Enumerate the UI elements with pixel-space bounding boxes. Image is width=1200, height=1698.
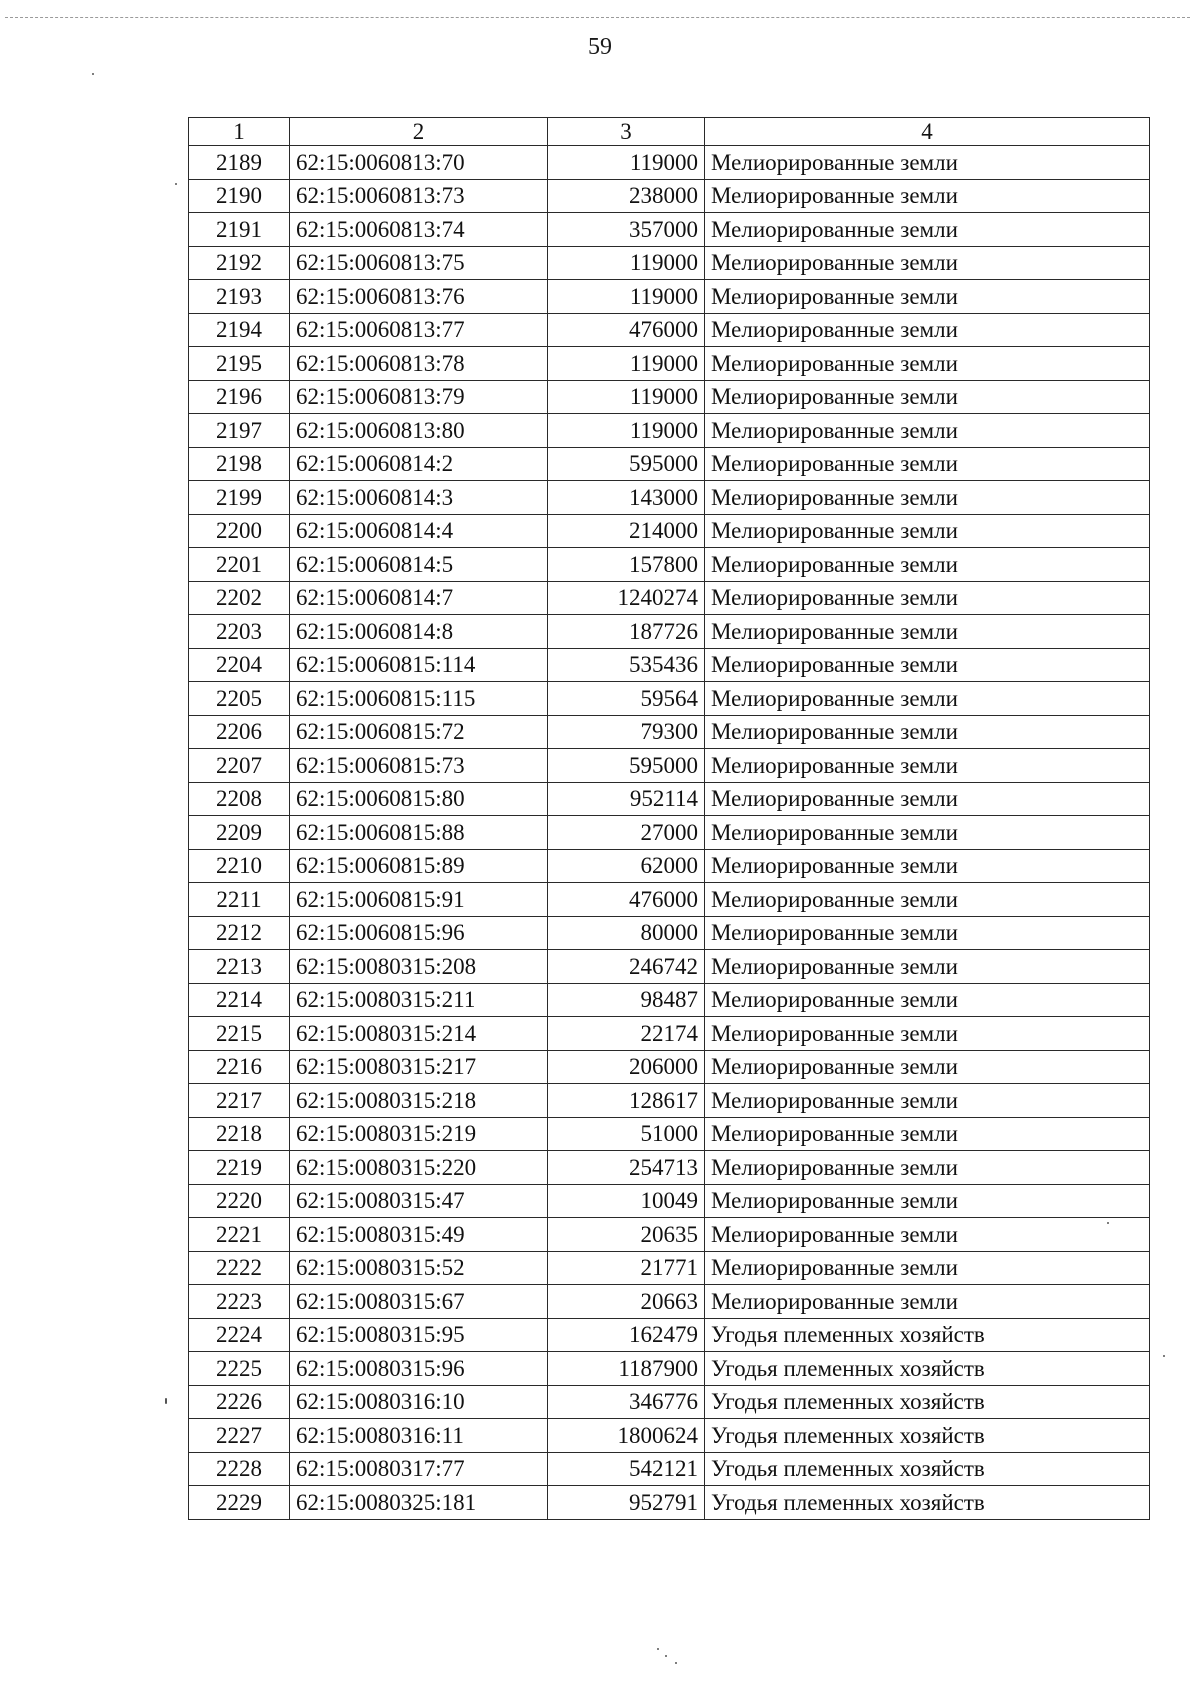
land-category-cell: Мелиорированные земли (705, 1218, 1150, 1252)
row-number-cell: 2228 (189, 1452, 290, 1486)
area-cell: 357000 (548, 213, 705, 247)
area-cell: 119000 (548, 280, 705, 314)
cadastral-number-cell: 62:15:0080315:96 (290, 1352, 548, 1386)
table-body (189, 146, 1150, 1520)
area-cell: 10049 (548, 1184, 705, 1218)
table-row (189, 1352, 1150, 1386)
cadastral-number-cell: 62:15:0060815:88 (290, 816, 548, 850)
land-parcels-table (188, 117, 1150, 1520)
cadastral-number-cell: 62:15:0060814:2 (290, 447, 548, 481)
area-cell: 27000 (548, 816, 705, 850)
table-row (189, 1419, 1150, 1453)
table-row (189, 380, 1150, 414)
row-number-cell: 2209 (189, 816, 290, 850)
table-row (189, 1218, 1150, 1252)
table-row (189, 749, 1150, 783)
area-cell: 21771 (548, 1251, 705, 1285)
column-header-area: 3 (548, 118, 705, 146)
row-number-cell: 2202 (189, 581, 290, 615)
cadastral-number-cell: 62:15:0080315:211 (290, 983, 548, 1017)
cadastral-number-cell: 62:15:0060814:8 (290, 615, 548, 649)
row-number-cell: 2217 (189, 1084, 290, 1118)
area-cell: 952114 (548, 782, 705, 816)
row-number-cell: 2190 (189, 179, 290, 213)
scan-speck (1163, 1355, 1165, 1357)
cadastral-number-cell: 62:15:0060813:73 (290, 179, 548, 213)
row-number-cell: 2206 (189, 715, 290, 749)
land-category-cell: Мелиорированные земли (705, 648, 1150, 682)
scan-speck (175, 183, 177, 185)
cadastral-number-cell: 62:15:0060815:91 (290, 883, 548, 917)
row-number-cell: 2211 (189, 883, 290, 917)
land-category-cell: Мелиорированные земли (705, 347, 1150, 381)
area-cell: 22174 (548, 1017, 705, 1051)
area-cell: 476000 (548, 313, 705, 347)
land-category-cell: Мелиорированные земли (705, 481, 1150, 515)
land-category-cell: Мелиорированные земли (705, 313, 1150, 347)
area-cell: 254713 (548, 1151, 705, 1185)
table-row (189, 414, 1150, 448)
area-cell: 1240274 (548, 581, 705, 615)
cadastral-number-cell: 62:15:0060815:89 (290, 849, 548, 883)
land-category-cell: Угодья племенных хозяйств (705, 1452, 1150, 1486)
land-category-cell: Мелиорированные земли (705, 682, 1150, 716)
row-number-cell: 2224 (189, 1318, 290, 1352)
row-number-cell: 2196 (189, 380, 290, 414)
land-category-cell: Угодья племенных хозяйств (705, 1352, 1150, 1386)
area-cell: 346776 (548, 1385, 705, 1419)
land-category-cell: Мелиорированные земли (705, 749, 1150, 783)
land-category-cell: Мелиорированные земли (705, 1184, 1150, 1218)
area-cell: 238000 (548, 179, 705, 213)
cadastral-number-cell: 62:15:0080315:95 (290, 1318, 548, 1352)
area-cell: 62000 (548, 849, 705, 883)
area-cell: 59564 (548, 682, 705, 716)
table-row (189, 983, 1150, 1017)
cadastral-number-cell: 62:15:0060815:115 (290, 682, 548, 716)
area-cell: 595000 (548, 749, 705, 783)
table-row (189, 1084, 1150, 1118)
row-number-cell: 2204 (189, 648, 290, 682)
land-category-cell: Мелиорированные земли (705, 1117, 1150, 1151)
area-cell: 187726 (548, 615, 705, 649)
row-number-cell: 2212 (189, 916, 290, 950)
cadastral-number-cell: 62:15:0060815:73 (290, 749, 548, 783)
table-row (189, 514, 1150, 548)
scan-speck (1107, 1222, 1109, 1224)
area-cell: 119000 (548, 380, 705, 414)
table-row (189, 481, 1150, 515)
table-row (189, 1486, 1150, 1520)
land-category-cell: Мелиорированные земли (705, 615, 1150, 649)
row-number-cell: 2207 (189, 749, 290, 783)
cadastral-number-cell: 62:15:0080315:47 (290, 1184, 548, 1218)
row-number-cell: 2199 (189, 481, 290, 515)
row-number-cell: 2223 (189, 1285, 290, 1319)
scan-speck (675, 1662, 677, 1664)
table-row (189, 1251, 1150, 1285)
table-row (189, 1452, 1150, 1486)
land-category-cell: Мелиорированные земли (705, 983, 1150, 1017)
table-row (189, 615, 1150, 649)
row-number-cell: 2194 (189, 313, 290, 347)
row-number-cell: 2210 (189, 849, 290, 883)
area-cell: 952791 (548, 1486, 705, 1520)
area-cell: 119000 (548, 246, 705, 280)
row-number-cell: 2197 (189, 414, 290, 448)
area-cell: 98487 (548, 983, 705, 1017)
cadastral-number-cell: 62:15:0060814:3 (290, 481, 548, 515)
scan-speck (665, 1655, 667, 1657)
table-row (189, 213, 1150, 247)
land-category-cell: Мелиорированные земли (705, 514, 1150, 548)
row-number-cell: 2201 (189, 548, 290, 582)
area-cell: 206000 (548, 1050, 705, 1084)
row-number-cell: 2189 (189, 146, 290, 180)
land-category-cell: Мелиорированные земли (705, 916, 1150, 950)
land-category-cell: Мелиорированные земли (705, 1050, 1150, 1084)
page-number: 59 (588, 34, 612, 60)
land-category-cell: Мелиорированные земли (705, 548, 1150, 582)
land-category-cell: Мелиорированные земли (705, 1151, 1150, 1185)
table-row (189, 648, 1150, 682)
cadastral-number-cell: 62:15:0060813:70 (290, 146, 548, 180)
land-category-cell: Мелиорированные земли (705, 447, 1150, 481)
row-number-cell: 2195 (189, 347, 290, 381)
row-number-cell: 2200 (189, 514, 290, 548)
land-category-cell: Мелиорированные земли (705, 950, 1150, 984)
table-row (189, 347, 1150, 381)
table-row (189, 1050, 1150, 1084)
row-number-cell: 2221 (189, 1218, 290, 1252)
cadastral-number-cell: 62:15:0080316:11 (290, 1419, 548, 1453)
cadastral-number-cell: 62:15:0060813:75 (290, 246, 548, 280)
column-header-category: 4 (705, 118, 1150, 146)
land-category-cell: Мелиорированные земли (705, 414, 1150, 448)
cadastral-number-cell: 62:15:0080315:217 (290, 1050, 548, 1084)
cadastral-number-cell: 62:15:0060815:96 (290, 916, 548, 950)
row-number-cell: 2203 (189, 615, 290, 649)
land-category-cell: Мелиорированные земли (705, 380, 1150, 414)
area-cell: 246742 (548, 950, 705, 984)
table-row (189, 581, 1150, 615)
area-cell: 20635 (548, 1218, 705, 1252)
column-header-cadastral: 2 (290, 118, 548, 146)
land-category-cell: Угодья племенных хозяйств (705, 1419, 1150, 1453)
area-cell: 143000 (548, 481, 705, 515)
land-category-cell: Угодья племенных хозяйств (705, 1385, 1150, 1419)
row-number-cell: 2191 (189, 213, 290, 247)
land-category-cell: Мелиорированные земли (705, 1285, 1150, 1319)
row-number-cell: 2226 (189, 1385, 290, 1419)
area-cell: 535436 (548, 648, 705, 682)
row-number-cell: 2229 (189, 1486, 290, 1520)
land-category-cell: Мелиорированные земли (705, 883, 1150, 917)
land-category-cell: Мелиорированные земли (705, 581, 1150, 615)
area-cell: 1800624 (548, 1419, 705, 1453)
table-header-row (189, 118, 1150, 146)
cadastral-number-cell: 62:15:0080315:219 (290, 1117, 548, 1151)
land-category-cell: Мелиорированные земли (705, 782, 1150, 816)
table-row (189, 849, 1150, 883)
table-row (189, 883, 1150, 917)
land-category-cell: Мелиорированные земли (705, 1084, 1150, 1118)
table-row (189, 715, 1150, 749)
row-number-cell: 2215 (189, 1017, 290, 1051)
cadastral-number-cell: 62:15:0060813:78 (290, 347, 548, 381)
cadastral-number-cell: 62:15:0060815:114 (290, 648, 548, 682)
land-category-cell: Мелиорированные земли (705, 1017, 1150, 1051)
table-row (189, 146, 1150, 180)
table-row (189, 179, 1150, 213)
area-cell: 80000 (548, 916, 705, 950)
row-number-cell: 2193 (189, 280, 290, 314)
row-number-cell: 2216 (189, 1050, 290, 1084)
table-row (189, 782, 1150, 816)
land-category-cell: Мелиорированные земли (705, 146, 1150, 180)
row-number-cell: 2218 (189, 1117, 290, 1151)
scan-speck (657, 1648, 659, 1650)
cadastral-number-cell: 62:15:0080315:67 (290, 1285, 548, 1319)
cadastral-number-cell: 62:15:0060815:72 (290, 715, 548, 749)
table-row (189, 313, 1150, 347)
land-category-cell: Мелиорированные земли (705, 213, 1150, 247)
land-category-cell: Мелиорированные земли (705, 849, 1150, 883)
area-cell: 128617 (548, 1084, 705, 1118)
table-row (189, 950, 1150, 984)
area-cell: 214000 (548, 514, 705, 548)
row-number-cell: 2192 (189, 246, 290, 280)
land-category-cell: Угодья племенных хозяйств (705, 1318, 1150, 1352)
column-header-number: 1 (189, 118, 290, 146)
cadastral-number-cell: 62:15:0080315:220 (290, 1151, 548, 1185)
table-row (189, 682, 1150, 716)
row-number-cell: 2225 (189, 1352, 290, 1386)
row-number-cell: 2213 (189, 950, 290, 984)
table-row (189, 447, 1150, 481)
area-cell: 20663 (548, 1285, 705, 1319)
scan-speck (165, 1398, 167, 1404)
table-row (189, 1385, 1150, 1419)
cadastral-number-cell: 62:15:0060813:77 (290, 313, 548, 347)
row-number-cell: 2219 (189, 1151, 290, 1185)
row-number-cell: 2198 (189, 447, 290, 481)
cadastral-number-cell: 62:15:0060813:80 (290, 414, 548, 448)
row-number-cell: 2205 (189, 682, 290, 716)
area-cell: 542121 (548, 1452, 705, 1486)
table-row (189, 246, 1150, 280)
table-row (189, 548, 1150, 582)
land-category-cell: Мелиорированные земли (705, 1251, 1150, 1285)
area-cell: 162479 (548, 1318, 705, 1352)
table-row (189, 816, 1150, 850)
row-number-cell: 2222 (189, 1251, 290, 1285)
scan-top-edge-line (5, 17, 1190, 18)
table-row (189, 1318, 1150, 1352)
land-category-cell: Мелиорированные земли (705, 179, 1150, 213)
cadastral-number-cell: 62:15:0080315:49 (290, 1218, 548, 1252)
area-cell: 119000 (548, 146, 705, 180)
table-row (189, 1151, 1150, 1185)
cadastral-number-cell: 62:15:0060813:74 (290, 213, 548, 247)
row-number-cell: 2208 (189, 782, 290, 816)
table-row (189, 1017, 1150, 1051)
table-row (189, 1184, 1150, 1218)
area-cell: 595000 (548, 447, 705, 481)
land-category-cell: Мелиорированные земли (705, 816, 1150, 850)
row-number-cell: 2220 (189, 1184, 290, 1218)
land-category-cell: Мелиорированные земли (705, 280, 1150, 314)
cadastral-number-cell: 62:15:0080315:208 (290, 950, 548, 984)
cadastral-number-cell: 62:15:0060814:7 (290, 581, 548, 615)
cadastral-number-cell: 62:15:0060813:76 (290, 280, 548, 314)
area-cell: 119000 (548, 347, 705, 381)
cadastral-number-cell: 62:15:0080325:181 (290, 1486, 548, 1520)
cadastral-number-cell: 62:15:0080317:77 (290, 1452, 548, 1486)
row-number-cell: 2227 (189, 1419, 290, 1453)
table-row (189, 916, 1150, 950)
scan-speck (92, 73, 94, 75)
table-row (189, 280, 1150, 314)
area-cell: 157800 (548, 548, 705, 582)
area-cell: 79300 (548, 715, 705, 749)
cadastral-number-cell: 62:15:0080315:218 (290, 1084, 548, 1118)
table-row (189, 1285, 1150, 1319)
land-category-cell: Мелиорированные земли (705, 246, 1150, 280)
table-row (189, 1117, 1150, 1151)
area-cell: 119000 (548, 414, 705, 448)
cadastral-number-cell: 62:15:0080316:10 (290, 1385, 548, 1419)
cadastral-number-cell: 62:15:0060813:79 (290, 380, 548, 414)
cadastral-number-cell: 62:15:0080315:214 (290, 1017, 548, 1051)
cadastral-number-cell: 62:15:0080315:52 (290, 1251, 548, 1285)
land-category-cell: Мелиорированные земли (705, 715, 1150, 749)
area-cell: 476000 (548, 883, 705, 917)
area-cell: 1187900 (548, 1352, 705, 1386)
cadastral-number-cell: 62:15:0060814:5 (290, 548, 548, 582)
area-cell: 51000 (548, 1117, 705, 1151)
row-number-cell: 2214 (189, 983, 290, 1017)
land-category-cell: Угодья племенных хозяйств (705, 1486, 1150, 1520)
cadastral-number-cell: 62:15:0060814:4 (290, 514, 548, 548)
cadastral-number-cell: 62:15:0060815:80 (290, 782, 548, 816)
